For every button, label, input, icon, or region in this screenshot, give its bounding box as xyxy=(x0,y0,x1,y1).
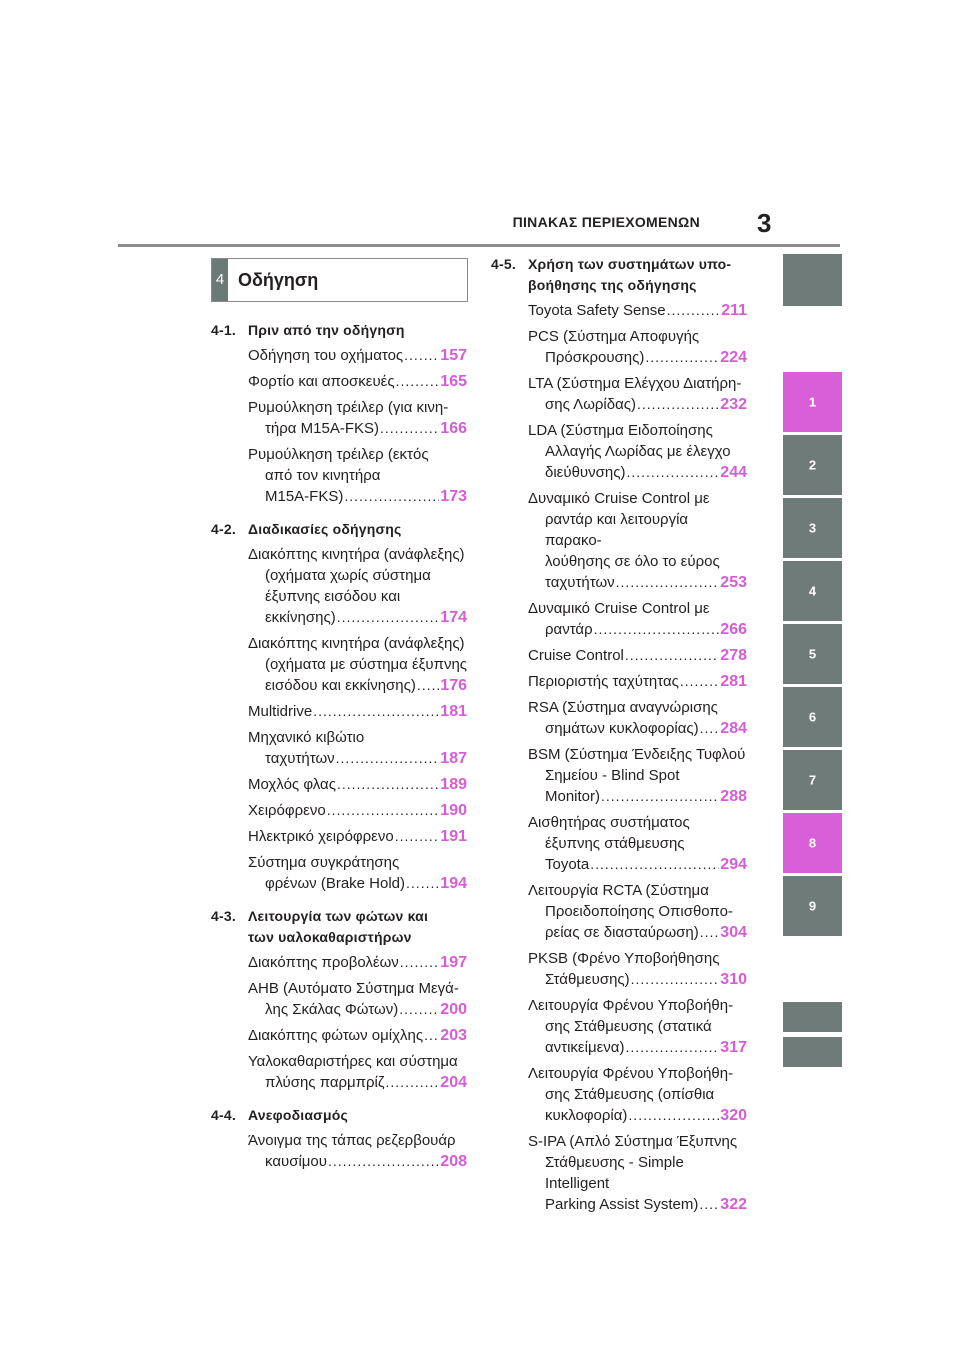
toc-entry[interactable] xyxy=(528,1131,747,1215)
page-link[interactable]: 284 xyxy=(720,720,747,737)
dot-leader xyxy=(667,300,721,321)
toc-entry[interactable] xyxy=(528,880,747,943)
entry-text: LTA (Σύστημα Ελέγχου Διατήρη- xyxy=(528,375,742,392)
dot-leader xyxy=(328,1151,439,1172)
chapter-tab-label: 8 xyxy=(808,835,817,851)
entry-last-line xyxy=(248,800,467,821)
dot-leader xyxy=(313,701,439,722)
entry-text: λης Σκάλας Φώτων) xyxy=(265,1001,399,1018)
chapter-tab-label: 1 xyxy=(808,394,817,410)
section-title-line: των υαλοκαθαριστήρων xyxy=(248,929,412,945)
toc-entry[interactable] xyxy=(248,633,467,696)
chapter-title: Οδήγηση xyxy=(238,270,319,290)
dot-leader xyxy=(396,371,440,392)
toc-entry[interactable] xyxy=(528,948,747,990)
page-link[interactable]: 266 xyxy=(720,621,747,638)
entry-text: Monitor) xyxy=(545,788,601,805)
entry-text: LDA (Σύστημα Ειδοποίησης xyxy=(528,422,713,439)
chapter-tab-label: 2 xyxy=(808,457,817,473)
toc-section xyxy=(211,320,467,507)
dot-leader xyxy=(336,748,440,769)
toc-entry[interactable] xyxy=(528,1063,747,1126)
entry-text: ρείας σε διασταύρωση) xyxy=(545,924,699,941)
chapter-heading xyxy=(211,258,468,302)
entry-last-line xyxy=(528,922,747,943)
section-number: 4-3. xyxy=(211,908,236,924)
toc-entry[interactable] xyxy=(248,397,467,439)
entry-text: Μοχλός φλας xyxy=(248,776,336,793)
entry-text: Λειτουργία Φρένου Υποβοήθη- xyxy=(528,997,734,1014)
entry-text: Στάθμευσης) xyxy=(545,971,630,988)
entry-text: Διακόπτης φώτων ομίχλης xyxy=(248,1027,424,1044)
page-link[interactable]: 244 xyxy=(720,464,747,481)
section-title xyxy=(248,519,467,540)
dot-leader xyxy=(590,854,719,875)
toc-entry[interactable] xyxy=(248,544,467,628)
chapter-tab[interactable] xyxy=(783,750,842,810)
section-title-line: Λειτουργία των φώτων και xyxy=(248,908,429,924)
dot-leader xyxy=(699,1194,719,1215)
toc-entry[interactable] xyxy=(248,826,467,847)
dot-leader xyxy=(637,394,719,415)
page-link[interactable]: 208 xyxy=(440,1153,467,1170)
page-link[interactable]: 288 xyxy=(720,788,747,805)
toc-entry[interactable] xyxy=(528,697,747,739)
toc-entry[interactable] xyxy=(248,852,467,894)
toc-entry[interactable] xyxy=(248,444,467,507)
dot-leader xyxy=(631,969,720,990)
chapter-tab[interactable] xyxy=(783,1002,842,1032)
entry-text: Διακόπτης κινητήρα (ανάφλεξης) xyxy=(248,546,465,563)
entry-last-line xyxy=(528,300,747,321)
page-link[interactable]: 157 xyxy=(440,347,467,364)
page-link[interactable]: 191 xyxy=(440,828,467,845)
toc-entry[interactable] xyxy=(528,373,747,415)
toc-entry[interactable] xyxy=(248,727,467,769)
section-title-line: Διαδικασίες οδήγησης xyxy=(248,521,402,537)
page-link[interactable]: 165 xyxy=(440,373,467,390)
dot-leader xyxy=(680,671,719,692)
page-link[interactable]: 304 xyxy=(720,924,747,941)
entry-text: έξυπνης στάθμευσης xyxy=(545,835,685,852)
entry-text: PCS (Σύστημα Αποφυγής xyxy=(528,328,700,345)
chapter-tab[interactable] xyxy=(783,687,842,747)
entry-text: S-IPA (Απλό Σύστημα Έξυπνης xyxy=(528,1133,738,1150)
entry-text: πλύσης παρμπρίζ xyxy=(265,1074,385,1091)
entry-text: (οχήματα με σύστημα έξυπνης xyxy=(265,656,468,673)
dot-leader xyxy=(400,952,440,973)
entry-text: Πρόσκρουσης) xyxy=(545,349,645,366)
entry-text: Άνοιγμα της τάπας ρεζερβουάρ xyxy=(248,1132,456,1149)
entry-last-line xyxy=(528,718,747,739)
section-title-line: βοήθησης της οδήγησης xyxy=(528,277,697,293)
toc-entry[interactable] xyxy=(528,645,747,666)
entry-last-line xyxy=(248,1151,467,1172)
entry-text: Φορτίο και αποσκευές xyxy=(248,373,395,390)
dot-leader xyxy=(645,347,719,368)
dot-leader xyxy=(628,1105,719,1126)
entry-last-line xyxy=(248,675,467,696)
page-link[interactable]: 166 xyxy=(440,420,467,437)
chapter-tab-label: 3 xyxy=(808,520,817,536)
chapter-tab[interactable] xyxy=(783,813,842,873)
entry-last-line xyxy=(248,345,467,366)
entry-text: καυσίμου xyxy=(265,1153,327,1170)
toc-entry[interactable] xyxy=(528,995,747,1058)
section-heading xyxy=(211,519,467,540)
entry-text: PKSB (Φρένο Υποβοήθησης xyxy=(528,950,720,967)
entry-text: κυκλοφορία) xyxy=(545,1107,628,1124)
toc-entry[interactable] xyxy=(248,774,467,795)
toc-entry[interactable] xyxy=(248,371,467,392)
page-link[interactable]: 187 xyxy=(440,750,467,767)
entry-last-line xyxy=(248,418,467,439)
chapter-tab-label: 9 xyxy=(808,898,817,914)
page-link[interactable]: 204 xyxy=(440,1074,467,1091)
section-number: 4-4. xyxy=(211,1107,236,1123)
toc-entry[interactable] xyxy=(528,744,747,807)
entry-last-line xyxy=(528,347,747,368)
entry-text: Αισθητήρας συστήματος xyxy=(528,814,690,831)
entry-text: εισόδου και εκκίνησης) xyxy=(265,677,416,694)
section-title-line: Χρήση των συστημάτων υπο- xyxy=(528,256,732,272)
entry-text: Ρυμούλκηση τρέιλερ (εκτός xyxy=(248,446,429,463)
page-link[interactable]: 190 xyxy=(440,802,467,819)
toc-entry[interactable] xyxy=(248,1130,467,1172)
entry-text: Περιοριστής ταχύτητας xyxy=(528,673,679,690)
entry-last-line xyxy=(528,854,747,875)
entry-last-line xyxy=(528,572,747,593)
entry-last-line xyxy=(528,1105,747,1126)
entry-last-line xyxy=(248,748,467,769)
dot-leader xyxy=(616,572,720,593)
page-link[interactable]: 194 xyxy=(440,875,467,892)
entry-text: AHB (Αυτόματο Σύστημα Μεγά- xyxy=(248,980,459,997)
entry-last-line xyxy=(248,873,467,894)
chapter-number: 4 xyxy=(212,259,228,301)
entry-text: RSA (Σύστημα αναγνώρισης xyxy=(528,699,718,716)
entry-text: Στάθμευσης - Simple Intelligent xyxy=(545,1154,684,1192)
toc-entry[interactable] xyxy=(528,598,747,640)
chapter-tab-label: 4 xyxy=(808,583,817,599)
dot-leader xyxy=(594,619,720,640)
entry-text: Toyota Safety Sense xyxy=(528,302,666,319)
page-link[interactable]: 317 xyxy=(720,1039,747,1056)
header-title: ΠΙΝΑΚΑΣ ΠΕΡΙΕΧΟΜΕΝΩΝ xyxy=(512,214,700,230)
entry-last-line xyxy=(528,645,747,666)
page-link[interactable]: 174 xyxy=(440,609,467,626)
entry-text: τήρα M15A-FKS) xyxy=(265,420,379,437)
entry-text: Διακόπτης κινητήρα (ανάφλεξης) xyxy=(248,635,465,652)
page-link[interactable]: 181 xyxy=(440,703,467,720)
entry-text: Ρυμούλκηση τρέιλερ (για κινη- xyxy=(248,399,449,416)
toc-entry[interactable] xyxy=(528,420,747,483)
toc-entry[interactable] xyxy=(248,978,467,1020)
dot-leader xyxy=(344,486,439,507)
section-title xyxy=(248,320,467,341)
entry-text: Προειδοποίησης Οπισθοπο- xyxy=(545,903,733,920)
entry-last-line xyxy=(248,486,467,507)
entry-text: Multidrive xyxy=(248,703,313,720)
entry-text: φρένων (Brake Hold) xyxy=(265,875,406,892)
entry-text: (οχήματα χωρίς σύστημα xyxy=(265,567,431,584)
toc-entry[interactable] xyxy=(248,701,467,722)
entry-text: λούθησης σε όλο το εύρος xyxy=(545,553,720,570)
toc-section xyxy=(211,519,467,894)
entry-last-line xyxy=(248,952,467,973)
chapter-tab[interactable] xyxy=(783,876,842,936)
entry-last-line xyxy=(248,826,467,847)
toc-column-left xyxy=(211,320,467,1184)
entry-text: Cruise Control xyxy=(528,647,624,664)
page-link[interactable]: 189 xyxy=(440,776,467,793)
entry-text: Δυναμικό Cruise Control με xyxy=(528,490,710,507)
entry-last-line xyxy=(528,462,747,483)
entry-last-line xyxy=(248,1072,467,1093)
page-link[interactable]: 310 xyxy=(720,971,747,988)
entry-text: ραντάρ xyxy=(545,621,593,638)
section-number: 4-1. xyxy=(211,322,236,338)
entry-text: Υαλοκαθαριστήρες και σύστημα xyxy=(248,1053,458,1070)
entry-text: Διακόπτης προβολέων xyxy=(248,954,399,971)
entry-text: Σύστημα συγκράτησης xyxy=(248,854,400,871)
page-link[interactable]: 253 xyxy=(720,574,747,591)
entry-text: Toyota xyxy=(545,856,590,873)
header-divider xyxy=(118,244,840,247)
page-link[interactable]: 278 xyxy=(720,647,747,664)
entry-text: σης Στάθμευσης (στατικά xyxy=(545,1018,712,1035)
page-link[interactable]: 320 xyxy=(720,1107,747,1124)
chapter-tab-label: 5 xyxy=(808,646,817,662)
entry-text: σης Λωρίδας) xyxy=(545,396,637,413)
entry-text: Σημείου - Blind Spot xyxy=(545,767,680,784)
page-number: 3 xyxy=(757,208,772,238)
entry-text: Αλλαγής Λωρίδας με έλεγχο xyxy=(545,443,731,460)
page-link[interactable]: 232 xyxy=(720,396,747,413)
dot-leader xyxy=(626,462,719,483)
dot-leader xyxy=(399,999,439,1020)
toc-column-right xyxy=(491,254,747,1227)
page-link[interactable]: 224 xyxy=(720,349,747,366)
entry-text: σημάτων κυκλοφορίας) xyxy=(545,720,699,737)
entry-last-line xyxy=(528,786,747,807)
dot-leader xyxy=(386,1072,440,1093)
dot-leader xyxy=(395,826,440,847)
dot-leader xyxy=(424,1025,439,1046)
dot-leader xyxy=(380,418,439,439)
section-number: 4-5. xyxy=(491,256,516,272)
dot-leader xyxy=(700,922,720,943)
chapter-tab[interactable] xyxy=(783,372,842,432)
entry-last-line xyxy=(528,1194,747,1215)
entry-text: Ηλεκτρικό χειρόφρενο xyxy=(248,828,394,845)
dot-leader xyxy=(404,345,439,366)
toc-entry[interactable] xyxy=(528,300,747,321)
toc-entry[interactable] xyxy=(248,1025,467,1046)
entry-text: Χειρόφρενο xyxy=(248,802,326,819)
entry-text: Οδήγηση του οχήματος xyxy=(248,347,404,364)
entry-text: Δυναμικό Cruise Control με xyxy=(528,600,710,617)
page-link[interactable]: 211 xyxy=(721,302,747,319)
entry-text: διεύθυνσης) xyxy=(545,464,626,481)
section-title xyxy=(528,254,747,296)
chapter-tab-label: 7 xyxy=(808,772,817,788)
dot-leader xyxy=(337,774,439,795)
page-link[interactable]: 176 xyxy=(440,677,467,694)
section-title-line: Ανεφοδιασμός xyxy=(248,1107,348,1123)
chapter-tab-label: 6 xyxy=(808,709,817,725)
entry-text: ταχυτήτων xyxy=(265,750,335,767)
toc-section xyxy=(491,254,747,1215)
page-link[interactable]: 197 xyxy=(440,954,467,971)
entry-text: ραντάρ και λειτουργία παρακο- xyxy=(545,511,689,549)
chapter-tab[interactable] xyxy=(783,435,842,495)
dot-leader xyxy=(625,1037,719,1058)
page-link[interactable]: 281 xyxy=(720,673,747,690)
chapter-tab[interactable] xyxy=(783,561,842,621)
page-link[interactable]: 322 xyxy=(720,1196,747,1213)
chapter-tab[interactable] xyxy=(783,254,842,306)
entry-text: έξυπνης εισόδου και xyxy=(265,588,401,605)
entry-text: σης Στάθμευσης (οπίσθια xyxy=(545,1086,715,1103)
chapter-tab[interactable] xyxy=(783,498,842,558)
toc-entry[interactable] xyxy=(248,345,467,366)
dot-leader xyxy=(601,786,719,807)
entry-last-line xyxy=(528,969,747,990)
toc-section xyxy=(211,1105,467,1172)
dot-leader xyxy=(700,718,720,739)
toc-entry[interactable] xyxy=(248,952,467,973)
dot-leader xyxy=(417,675,439,696)
toc-section xyxy=(211,906,467,1093)
page-link[interactable]: 200 xyxy=(440,1001,467,1018)
chapter-tab[interactable] xyxy=(783,624,842,684)
toc-entry[interactable] xyxy=(248,800,467,821)
entry-last-line xyxy=(248,607,467,628)
section-heading xyxy=(211,1105,467,1126)
entry-last-line xyxy=(528,394,747,415)
section-number: 4-2. xyxy=(211,521,236,537)
dot-leader xyxy=(327,800,440,821)
entry-last-line xyxy=(528,671,747,692)
toc-entry[interactable] xyxy=(528,671,747,692)
entry-text: M15A-FKS) xyxy=(265,488,344,505)
entry-last-line xyxy=(248,1025,467,1046)
section-title xyxy=(248,1105,467,1126)
entry-text: αντικείμενα) xyxy=(545,1039,625,1056)
dot-leader xyxy=(625,645,719,666)
section-title xyxy=(248,906,467,948)
entry-text: ταχυτήτων xyxy=(545,574,615,591)
entry-text: εκκίνησης) xyxy=(265,609,336,626)
entry-text: Parking Assist System) xyxy=(545,1196,699,1213)
section-title-line: Πριν από την οδήγηση xyxy=(248,322,405,338)
section-heading xyxy=(211,906,467,948)
page-link[interactable]: 173 xyxy=(440,488,467,505)
section-heading xyxy=(211,320,467,341)
dot-leader xyxy=(337,607,440,628)
page-link[interactable]: 294 xyxy=(720,856,747,873)
entry-last-line xyxy=(248,371,467,392)
entry-text: Μηχανικό κιβώτιο xyxy=(248,729,365,746)
entry-last-line xyxy=(248,774,467,795)
entry-last-line xyxy=(528,619,747,640)
entry-last-line xyxy=(248,999,467,1020)
entry-text: Λειτουργία RCTA (Σύστημα xyxy=(528,882,709,899)
section-heading xyxy=(491,254,747,296)
toc-entry[interactable] xyxy=(528,488,747,593)
toc-entry[interactable] xyxy=(248,1051,467,1093)
toc-entry[interactable] xyxy=(528,326,747,368)
entry-text: BSM (Σύστημα Ένδειξης Τυφλού xyxy=(528,746,746,763)
chapter-tab[interactable] xyxy=(783,1037,842,1067)
toc-entry[interactable] xyxy=(528,812,747,875)
entry-last-line xyxy=(528,1037,747,1058)
entry-text: από τον κινητήρα xyxy=(265,467,381,484)
page-link[interactable]: 203 xyxy=(440,1027,467,1044)
entry-text: Λειτουργία Φρένου Υποβοήθη- xyxy=(528,1065,734,1082)
dot-leader xyxy=(406,873,439,894)
entry-last-line xyxy=(248,701,467,722)
